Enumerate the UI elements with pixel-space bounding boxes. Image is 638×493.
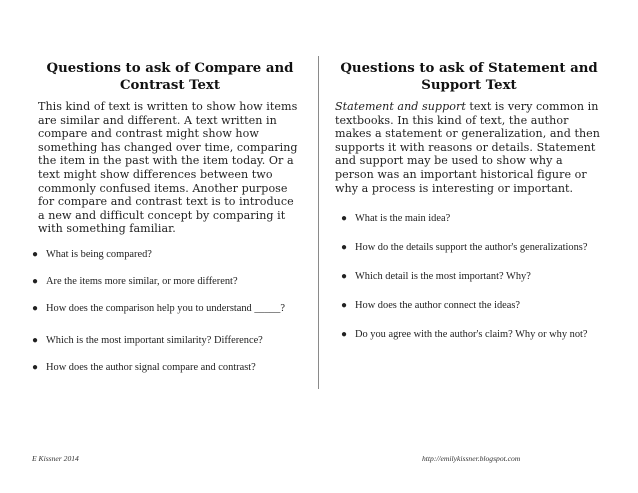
question-text: What is the main idea? [355, 213, 451, 225]
italic-term: Statement and support [335, 100, 466, 113]
paragraph-body: text is very common in textbooks. In this kind of text, the author makes a statement or generalization, and then supports it with reasons or details. Statement and support may be used to show why a person was an important historical figure or why a process is interesting or important. [335, 100, 600, 195]
column-divider [318, 56, 319, 389]
list-item [339, 322, 609, 347]
bullet-icon: ● [32, 248, 39, 260]
question-text: How does the comparison help you to understand _____? [46, 302, 285, 314]
list-item [339, 235, 609, 260]
compare-contrast-heading: Questions to ask of Compare and Contrast Text [46, 61, 294, 93]
bullet-icon: ● [341, 242, 348, 254]
bullet-icon: ● [341, 300, 348, 312]
bullet-icon: ● [32, 334, 39, 346]
bullet-icon: ● [32, 302, 39, 314]
list-item [339, 206, 609, 231]
question-text: How does the author connect the ideas? [355, 300, 521, 312]
bullet-icon: ● [341, 329, 348, 341]
list-item [30, 359, 320, 376]
question-text: How does the author signal compare and contrast? [46, 361, 256, 373]
compare-contrast-questions [30, 246, 320, 376]
right-column [335, 60, 603, 351]
question-text: Do you agree with the author's claim? Why or why not? [355, 329, 588, 341]
bullet-icon: ● [341, 213, 348, 225]
list-item [30, 332, 320, 349]
statement-support-heading: Questions to ask of Statement and Support Text [340, 61, 598, 93]
list-item [30, 246, 320, 263]
question-text: What is being compared? [46, 248, 152, 260]
footer-url[interactable]: http://emilykissner.blogspot.com [422, 454, 521, 463]
list-item [30, 295, 320, 322]
question-text: Which detail is the most important? Why? [355, 271, 531, 283]
footer-author: E Kissner 2014 [32, 454, 79, 463]
question-text: Which is the most important similarity? Difference? [46, 334, 263, 346]
compare-contrast-paragraph: This kind of text is written to show how items are similar and different. A text written in compare and contrast might show how something has changed over time, comparing the item in the past with the item today. Or a text might show differences between two commonly confused items. Another purpose for compare and contrast text is to introduce a new and difficult concept by comparing it with something familiar. [38, 100, 298, 236]
statement-support-questions [339, 206, 609, 347]
list-item [30, 273, 320, 290]
bullet-icon: ● [32, 275, 39, 287]
left-column [32, 60, 302, 386]
question-text: How do the details support the author's generalizations? [355, 242, 588, 254]
bullet-icon: ● [341, 271, 348, 283]
statement-support-paragraph [335, 100, 603, 195]
question-text: Are the items more similar, or more different? [46, 275, 238, 287]
list-item [339, 293, 609, 318]
list-item [339, 264, 609, 289]
bullet-icon: ● [32, 361, 39, 373]
